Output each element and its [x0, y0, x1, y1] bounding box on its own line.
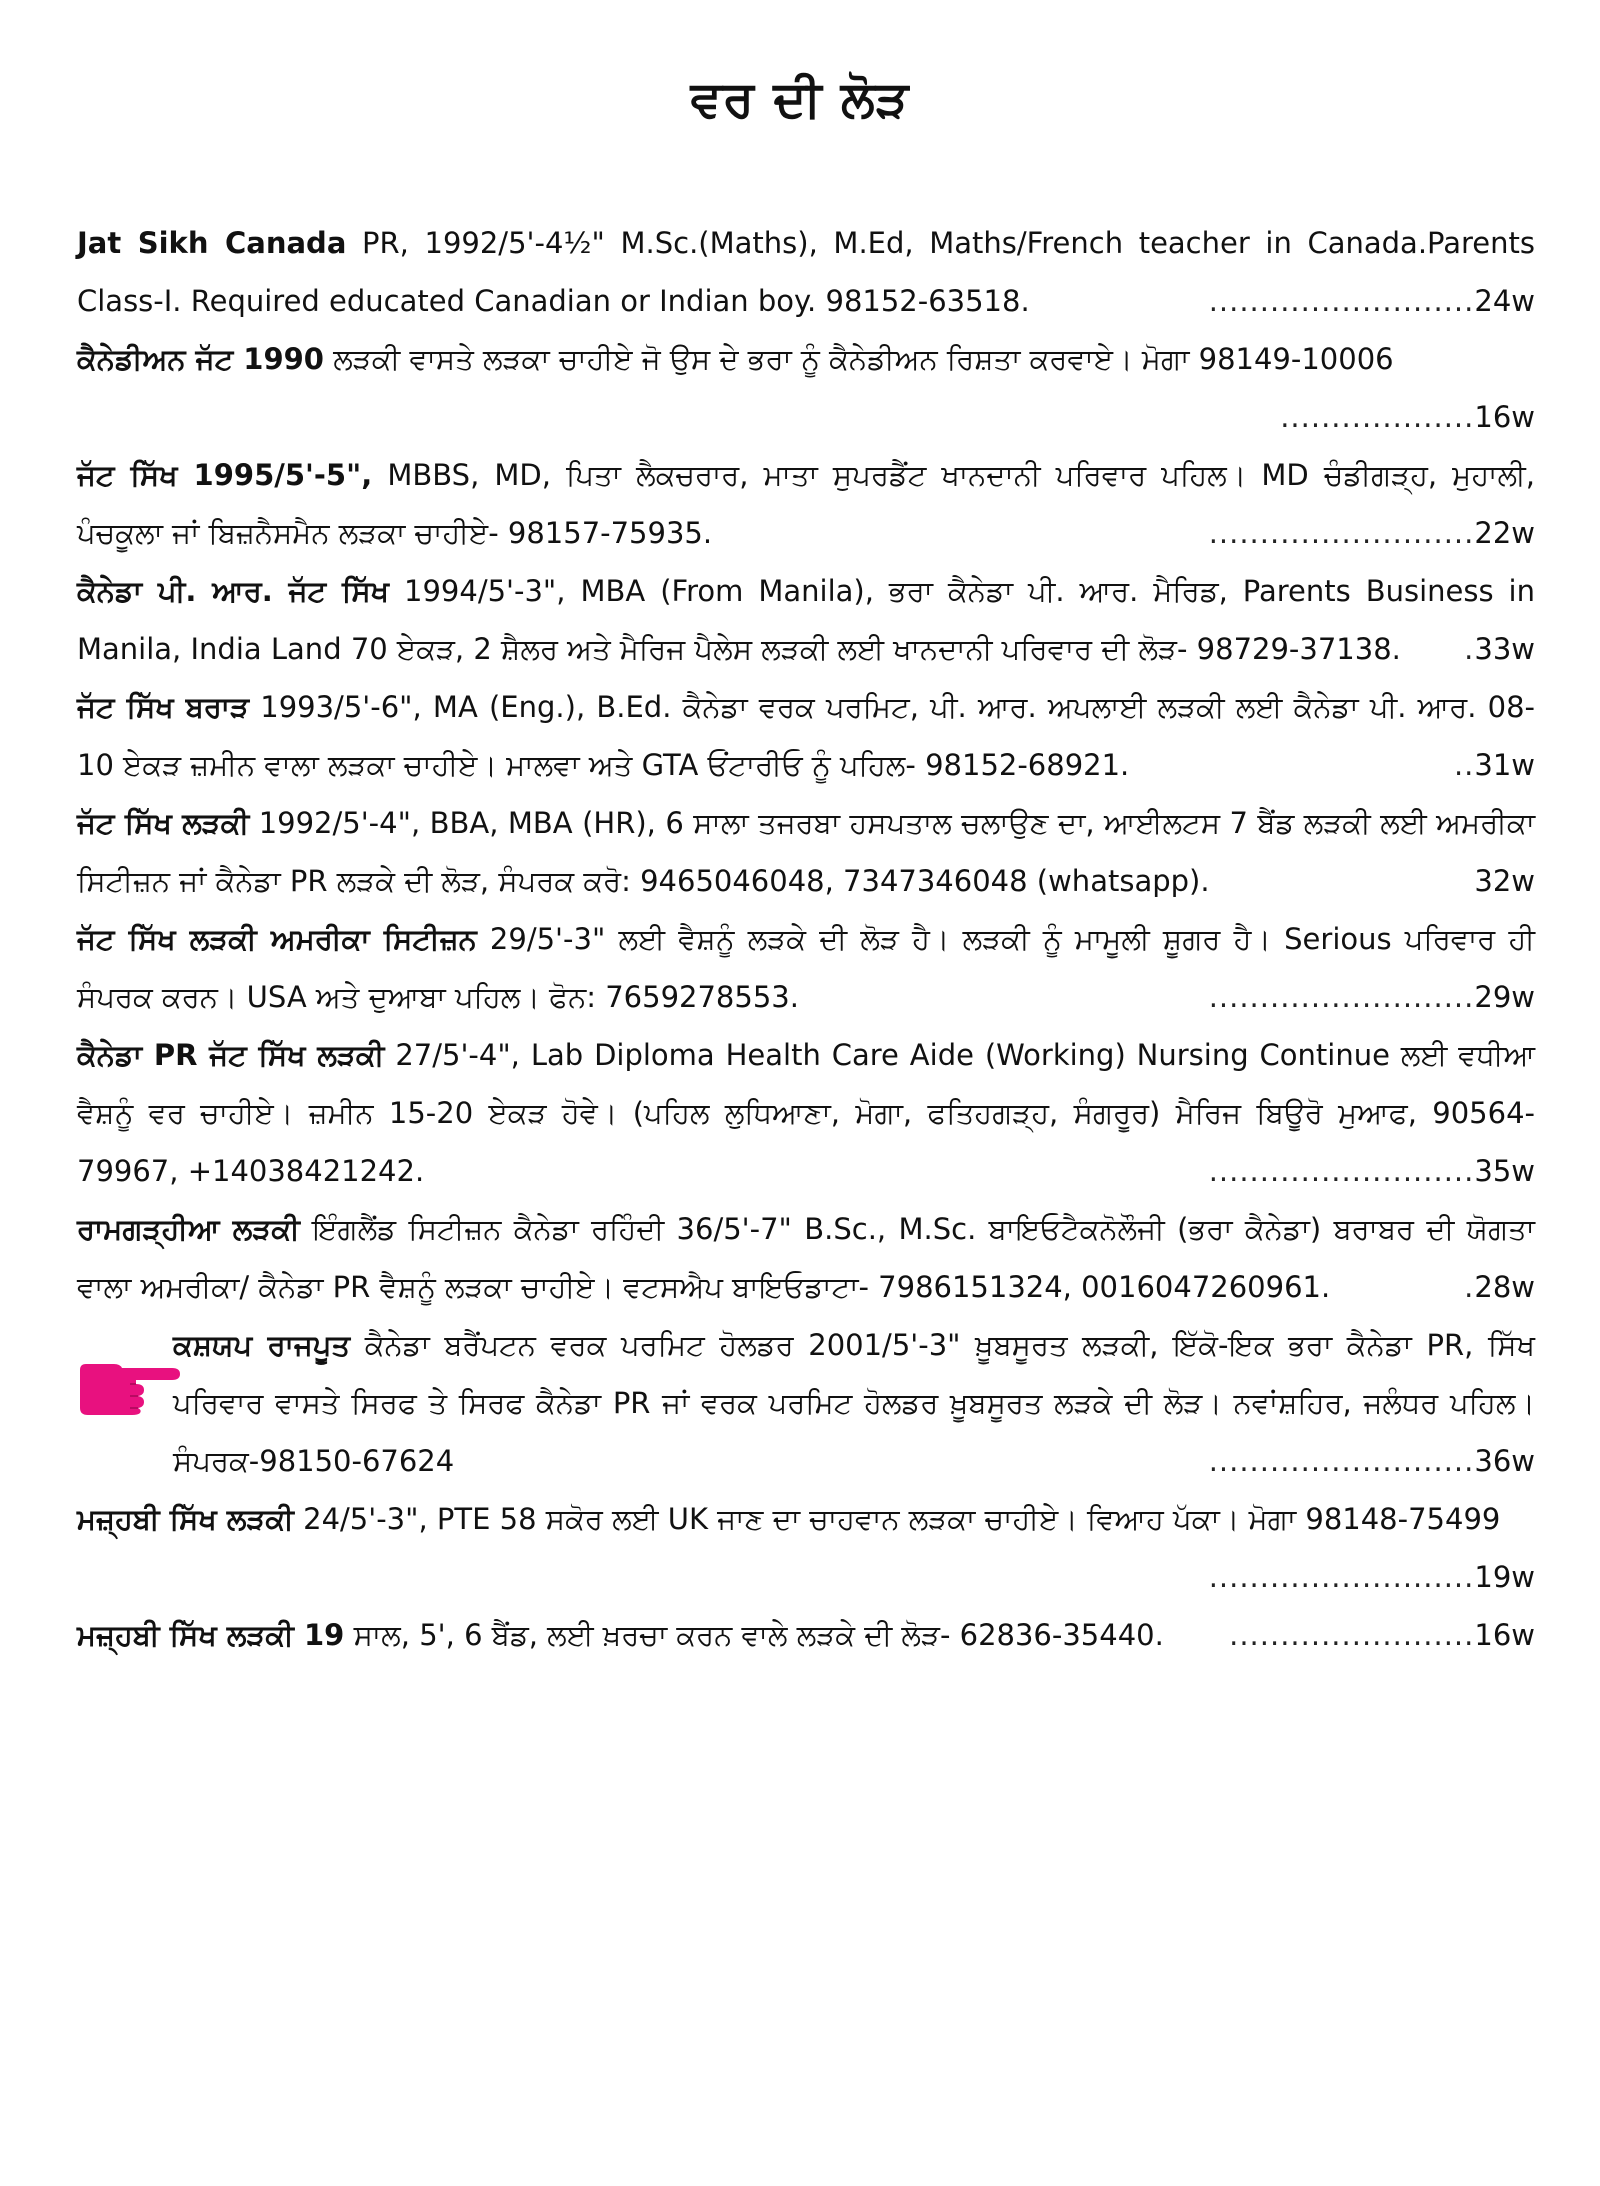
listing-3 [77, 446, 1535, 562]
listing-body: 24/5'-3", PTE 58 ਸਕੋਰ ਲਈ UK ਜਾਣ ਦਾ ਚਾਹਵਾਨ ਲੜਕਾ ਚਾਹੀਏ। ਵਿਆਹ ਪੱਕਾ। ਮੋਗਾ 98148-75499 [293, 1502, 1501, 1536]
listing-head: ਕੈਨੇਡੀਅਨ ਜੱਟ 1990 [77, 342, 324, 376]
listing-8 [77, 1026, 1535, 1200]
listing-body: ਕੈਨੇਡਾ ਬਰੈਂਪਟਨ ਵਰਕ ਪਰਮਿਟ ਹੋਲਡਰ 2001/5'-3" ਖ਼ੂਬਸੂਰਤ ਲੜਕੀ, ਇੱਕੋ-ਇਕ ਭਰਾ ਕੈਨੇਡਾ PR, ਸਿੱਖ ਪਰਿਵਾਰ ਵਾਸਤੇ ਸਿਰਫ ਤੇ ਸਿਰਫ ਕੈਨੇਡਾ PR ਜਾਂ ਵਰਕ ਪਰਮਿਟ ਹੋਲਡਰ ਖ਼ੂਬਸੂਰਤ ਲੜਕੇ ਦੀ ਲੋੜ। ਨਵਾਂਸ਼ਹਿਰ, ਜਲੰਧਰ ਪਹਿਲ। ਸੰਪਰਕ-98150-67624 [173, 1328, 1535, 1478]
listing-1 [77, 214, 1535, 330]
listing-2 [77, 330, 1535, 446]
listing-body: MBBS, MD, ਪਿਤਾ ਲੈਕਚਰਾਰ, ਮਾਤਾ ਸੁਪਰਡੈਂਟ ਖਾਨਦਾਨੀ ਪਰਿਵਾਰ ਪਹਿਲ। MD ਚੰਡੀਗੜ੍ਹ, ਮੁਹਾਲੀ, ਪੰਚਕੂਲਾ ਜਾਂ ਬਿਜ਼ਨੈਸਮੈਨ ਲੜਕਾ ਚਾਹੀਏ- 98157-75935. [77, 458, 1535, 550]
listing-7 [77, 910, 1535, 1026]
listing-body: 29/5'-3" ਲਈ ਵੈਸ਼ਨੂੰ ਲੜਕੇ ਦੀ ਲੋੜ ਹੈ। ਲੜਕੀ ਨੂੰ ਮਾਮੂਲੀ ਸ਼ੂਗਰ ਹੈ। Serious ਪਰਿਵਾਰ ਹੀ ਸੰਪਰਕ ਕਰਨ। USA ਅਤੇ ਦੁਆਬਾ ਪਹਿਲ। ਫੋਨ: 7659278553. [77, 922, 1535, 1014]
listing-code: ..... 16w [1280, 388, 1535, 446]
listing-body: 1993/5'-6", MA (Eng.), B.Ed. ਕੈਨੇਡਾ ਵਰਕ ਪਰਮਿਟ, ਪੀ. ਆਰ. ਅਪਲਾਈ ਲੜਕੀ ਲਈ ਕੈਨੇਡਾ ਪੀ. ਆਰ. 08-10 ਏਕੜ ਜ਼ਮੀਨ ਵਾਲਾ ਲੜਕਾ ਚਾਹੀਏ। ਮਾਲਵਾ ਅਤੇ GTA ਓਂਟਾਰੀਓ ਨੂੰ ਪਹਿਲ- 98152-68921. [77, 690, 1535, 782]
listing-body: 27/5'-4", Lab Diploma Health Care Aide (Working) Nursing Continue ਲਈ ਵਧੀਆ ਵੈਸ਼ਨੂੰ ਵਰ ਚਾਹੀਏ। ਜ਼ਮੀਨ 15-20 ਏਕੜ ਹੋਵੇ। (ਪਹਿਲ ਲੁਧਿਆਣਾ, ਮੋਗਾ, ਫਤਿਹਗੜ੍ਹ, ਸੰਗਰੂਰ) ਮੈਰਿਜ ਬਿਊਰੋ ਮੁਆਫ, 90564-79967, +14038421242. [77, 1038, 1535, 1188]
listing-body: PR, 1992/5'-4½" M.Sc.(Maths), M.Ed, Maths/French teacher in Canada.Parents Class-I. Required educated Canadian or Indian boy. 98152-63518. [77, 226, 1535, 318]
listing-body: ਸਾਲ, 5', 6 ਬੈਂਡ, ਲਈ ਖ਼ਰਚਾ ਕਰਨ ਵਾਲੇ ਲੜਕੇ ਦੀ ਲੋੜ- 62836-35440. [344, 1618, 1164, 1652]
listing-head: ਕੈਨੇਡਾ ਪੀ. ਆਰ. ਜੱਟ ਸਿੱਖ [77, 574, 390, 608]
listing-indent [77, 1316, 1535, 1490]
listing-head: Jat Sikh Canada [77, 226, 347, 260]
listing-code: . 28w [1464, 1258, 1535, 1316]
listing-10 [77, 1316, 1535, 1490]
listing-12 [77, 1606, 1535, 1664]
listing-5 [77, 678, 1535, 794]
listing-code: .. 31w [1454, 736, 1535, 794]
listing-body: 1994/5'-3", MBA (From Manila), ਭਰਾ ਕੈਨੇਡਾ ਪੀ. ਆਰ. ਮੈਰਿਡ, Parents Business in Manila, India Land 70 ਏਕੜ, 2 ਸ਼ੈਲਰ ਅਤੇ ਮੈਰਿਜ ਪੈਲੇਸ ਲੜਕੀ ਲਈ ਖਾਨਦਾਨੀ ਪਰਿਵਾਰ ਦੀ ਲੋੜ- 98729-37138. [77, 574, 1535, 666]
listing-11 [77, 1490, 1535, 1606]
listing-code: . 33w [1464, 620, 1535, 678]
listing-head: ਮਜ਼੍ਹਬੀ ਸਿੱਖ ਲੜਕੀ 19 [77, 1618, 345, 1652]
listing-head: ਜੱਟ ਸਿੱਖ ਲੜਕੀ ਅਮਰੀਕਾ ਸਿਟੀਜ਼ਨ [77, 922, 477, 956]
listing-head: ਰਾਮਗੜ੍ਹੀਆ ਲੜਕੀ [77, 1212, 300, 1246]
listing-4 [77, 562, 1535, 678]
listing-code: ..... 19w [1209, 1548, 1535, 1606]
listing-code: ..... 24w [1209, 272, 1535, 330]
listing-code: ..... 16w [1229, 1606, 1535, 1664]
listing-body: 1992/5'-4", BBA, MBA (HR), 6 ਸਾਲਾ ਤਜਰਬਾ ਹਸਪਤਾਲ ਚਲਾਉਣ ਦਾ, ਆਈਲਟਸ 7 ਬੈਂਡ ਲੜਕੀ ਲਈ ਅਮਰੀਕਾ ਸਿਟੀਜ਼ਨ ਜਾਂ ਕੈਨੇਡਾ PR ਲੜਕੇ ਦੀ ਲੋੜ, ਸੰਪਰਕ ਕਰੋ: 9465046048, 7347346048 (whatsapp). [77, 806, 1535, 898]
listing-code: ..... 22w [1209, 504, 1535, 562]
page-title: ਵਰ ਦੀ ਲੋੜ [690, 70, 910, 128]
listing-code: 32w [1474, 864, 1535, 898]
listing-body: ਲੜਕੀ ਵਾਸਤੇ ਲੜਕਾ ਚਾਹੀਏ ਜੋ ਉਸ ਦੇ ਭਰਾ ਨੂੰ ਕੈਨੇਡੀਅਨ ਰਿਸ਼ਤਾ ਕਰਵਾਏ। ਮੋਗਾ 98149-10006 [323, 342, 1394, 376]
listing-9 [77, 1200, 1535, 1316]
listing-head: ਕੈਨੇਡਾ PR ਜੱਟ ਸਿੱਖ ਲੜਕੀ [77, 1038, 385, 1072]
listing-code: ..... 35w [1209, 1142, 1535, 1200]
listing-head: ਜੱਟ ਸਿੱਖ 1995/5'-5", [77, 458, 373, 492]
listing-code: ..... 36w [1209, 1432, 1535, 1490]
listing-6 [77, 794, 1535, 910]
listing-head: ਕਸ਼ਯਪ ਰਾਜਪੂਤ [173, 1328, 351, 1362]
listing-code: ..... 29w [1209, 968, 1535, 1026]
listing-head: ਮਜ਼੍ਹਬੀ ਸਿੱਖ ਲੜਕੀ [77, 1502, 294, 1536]
listing-body: ਇੰਗਲੈਂਡ ਸਿਟੀਜ਼ਨ ਕੈਨੇਡਾ ਰਹਿੰਦੀ 36/5'-7" B.Sc., M.Sc. ਬਾਇਓਟੈਕਨੋਲੌਜੀ (ਭਰਾ ਕੈਨੇਡਾ) ਬਰਾਬਰ ਦੀ ਯੋਗਤਾ ਵਾਲਾ ਅਮਰੀਕਾ/ ਕੈਨੇਡਾ PR ਵੈਸ਼ਨੂੰ ਲੜਕਾ ਚਾਹੀਏ। ਵਟਸਐਪ ਬਾਇਓਡਾਟਾ- 7986151324, 0016047260961. [77, 1212, 1535, 1304]
listing-head: ਜੱਟ ਸਿੱਖ ਲੜਕੀ [77, 806, 250, 840]
listing-head: ਜੱਟ ਸਿੱਖ ਬਰਾੜ [77, 690, 250, 724]
